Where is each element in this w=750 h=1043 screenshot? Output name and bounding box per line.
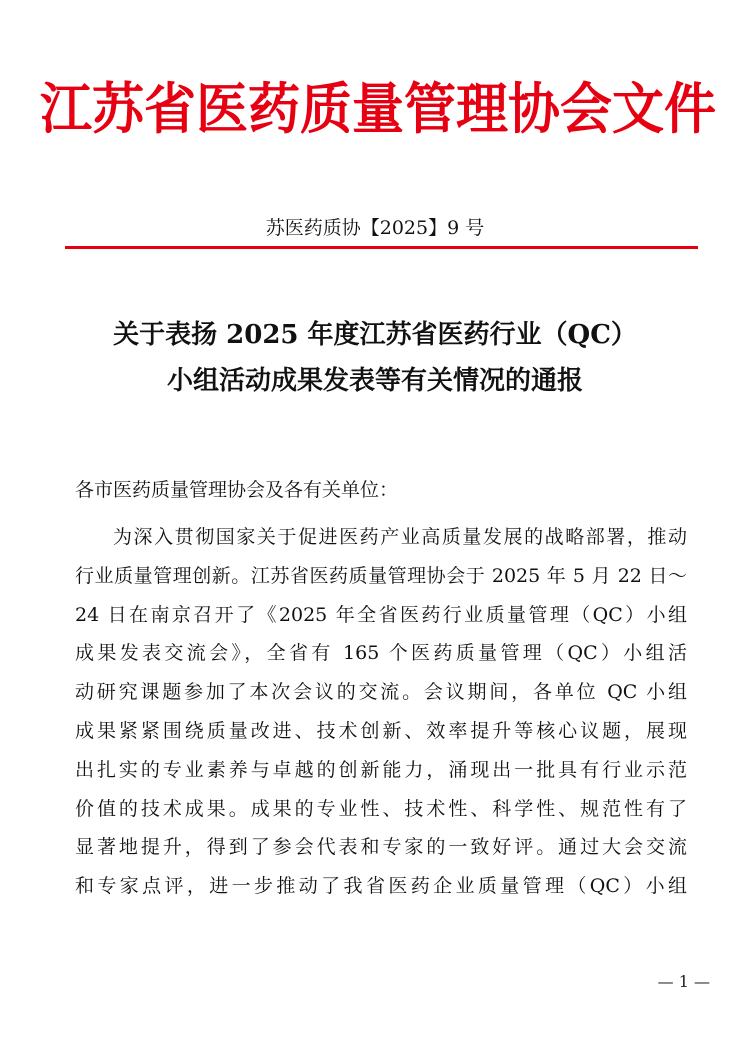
org-file-header: 江苏省医药质量管理协会文件 <box>40 77 717 142</box>
body-line: 行业质量管理创新。江苏省医药质量管理协会于 2025 年 5 月 22 日～ <box>75 564 687 587</box>
body-line: 动研究课题参加了本次会议的交流。会议期间，各单位 QC 小组 <box>75 681 687 704</box>
body-line: 成果紧紧围绕质量改进、技术创新、效率提升等核心议题，展现 <box>75 719 687 742</box>
body-paragraph <box>75 518 687 906</box>
red-divider-line <box>65 246 698 249</box>
body-line: 价值的技术成果。成果的专业性、技术性、科学性、规范性有了 <box>75 797 687 820</box>
body-line: 为深入贯彻国家关于促进医药产业高质量发展的战略部署，推动 <box>113 526 687 548</box>
body-line: 出扎实的专业素养与卓越的创新能力，涌现出一批具有行业示范 <box>75 758 687 781</box>
title-line-1: 关于表扬 2025 年度江苏省医药行业（QC） <box>113 320 637 350</box>
title-line-2: 小组活动成果发表等有关情况的通报 <box>166 366 583 396</box>
body-line: 成果发表交流会》，全省有 165 个医药质量管理（QC）小组活 <box>75 642 687 665</box>
document-number: 苏医药质协【2025】9 号 <box>265 217 485 239</box>
salutation: 各市医药质量管理协会及各有关单位： <box>75 479 399 501</box>
page-number: — 1 — <box>657 972 710 991</box>
body-line: 24 日在南京召开了《2025 年全省医药行业质量管理（QC）小组 <box>75 603 687 626</box>
body-line: 和专家点评，进一步推动了我省医药企业质量管理（QC）小组 <box>75 875 687 898</box>
document-title <box>40 312 710 404</box>
body-line: 显著地提升，得到了参会代表和专家的一致好评。通过大会交流 <box>75 836 687 859</box>
